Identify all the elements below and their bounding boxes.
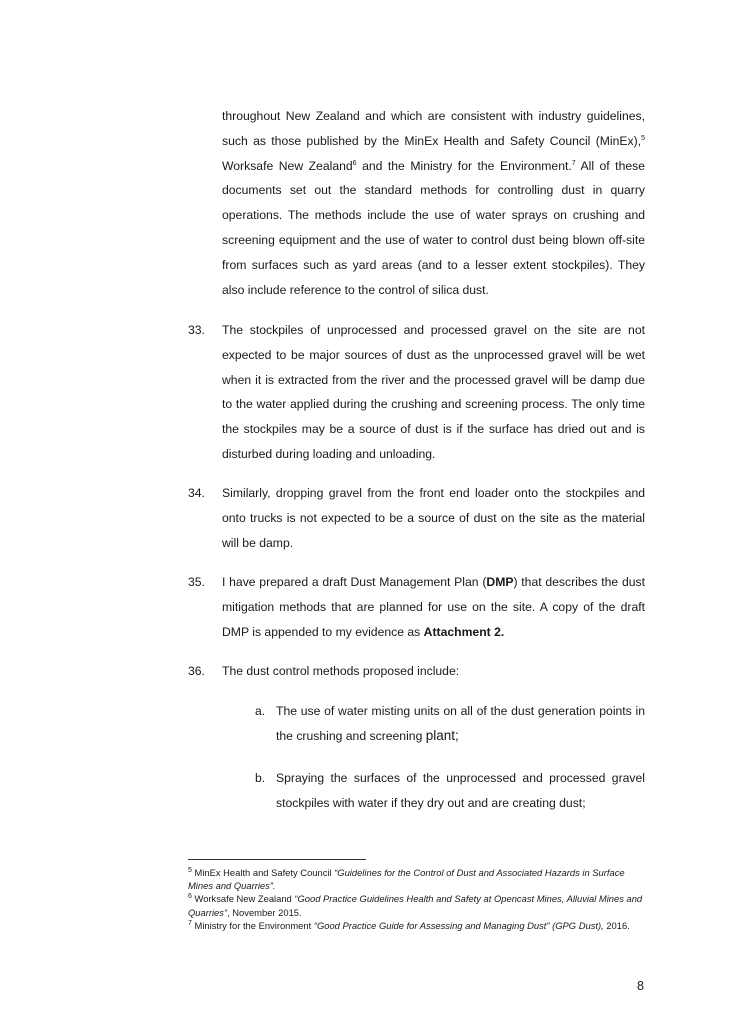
footnote-5: $^5$ MinEx Health and Safety Council “Guidelines for the Control of Dust and Associated Hazards in Surface Mines and Quarries”. bbox=[188, 866, 625, 892]
sub-item-letter: a. bbox=[255, 704, 266, 718]
continuation-paragraph: throughout New Zealand and which are consistent with industry guidelines, such as those published by the MinEx Health and Safety Council (MinEx),$^5$ Worksafe New Zealand$^6$ and the Ministry for the Environment.$^7$ All of these documents set out the standard methods for controlling dust in quarry operations. The methods include the use of water sprays on crushing and screening equipment and the use of water to control dust being blown off-site from surfaces such as yard areas (and to a lesser extent stockpiles). They also include reference to the control of silica dust. bbox=[222, 109, 645, 297]
paragraph-35: I have prepared a draft Dust Management Plan (DMP) that describes the dust mitigation methods that are planned for use on the site. A copy of the draft DMP is appended to my evidence as Attachment 2. bbox=[222, 575, 645, 639]
footnote-ref-5[interactable]: 5 bbox=[641, 134, 645, 142]
footnote-separator bbox=[188, 859, 366, 860]
attachment-reference: Attachment 2. bbox=[423, 624, 505, 639]
paragraph-34: Similarly, dropping gravel from the front end loader onto the stockpiles and onto trucks is not expected to be a source of dust on the site as the material will be damp. bbox=[222, 486, 645, 550]
footnote-ref-7[interactable]: 7 bbox=[571, 159, 576, 167]
paragraph-number: 36. bbox=[188, 664, 205, 678]
page-number: 8 bbox=[637, 979, 644, 993]
sub-item-a: The use of water misting units on all of the dust generation points in the crushing and screening plant; bbox=[276, 704, 645, 743]
footnote-ref-6[interactable]: 6 bbox=[352, 159, 357, 167]
paragraph-number: 35. bbox=[188, 575, 205, 589]
footnotes bbox=[188, 866, 648, 932]
sub-item-letter: b. bbox=[255, 771, 266, 785]
paragraph-36: The dust control methods proposed include: bbox=[222, 664, 460, 678]
paragraph-number: 33. bbox=[188, 323, 205, 337]
dmp-abbreviation: DMP bbox=[486, 575, 514, 589]
sub-item-b: Spraying the surfaces of the unprocessed and processed gravel stockpiles with water if they dry out and are creating dust; bbox=[276, 771, 645, 810]
footnote-7: $^7$ Ministry for the Environment “Good Practice Guide for Assessing and Managing Dust” (GPG Dust), 2016. bbox=[188, 919, 630, 931]
footnote-6: $^6$ Worksafe New Zealand “Good Practice Guidelines Health and Safety at Opencast Mines, Alluvial Mines and Quarries”, November 2015. bbox=[188, 893, 643, 918]
paragraph-33: The stockpiles of unprocessed and processed gravel on the site are not expected to be major sources of dust as the unprocessed gravel will be wet when it is extracted from the river and the processed gravel will be damp due to the water applied during the crushing and screening process. The only time the stockpiles may be a source of dust is if the surface has dried out and is disturbed during loading and unloading. bbox=[222, 323, 645, 461]
paragraph-number: 34. bbox=[188, 486, 205, 500]
